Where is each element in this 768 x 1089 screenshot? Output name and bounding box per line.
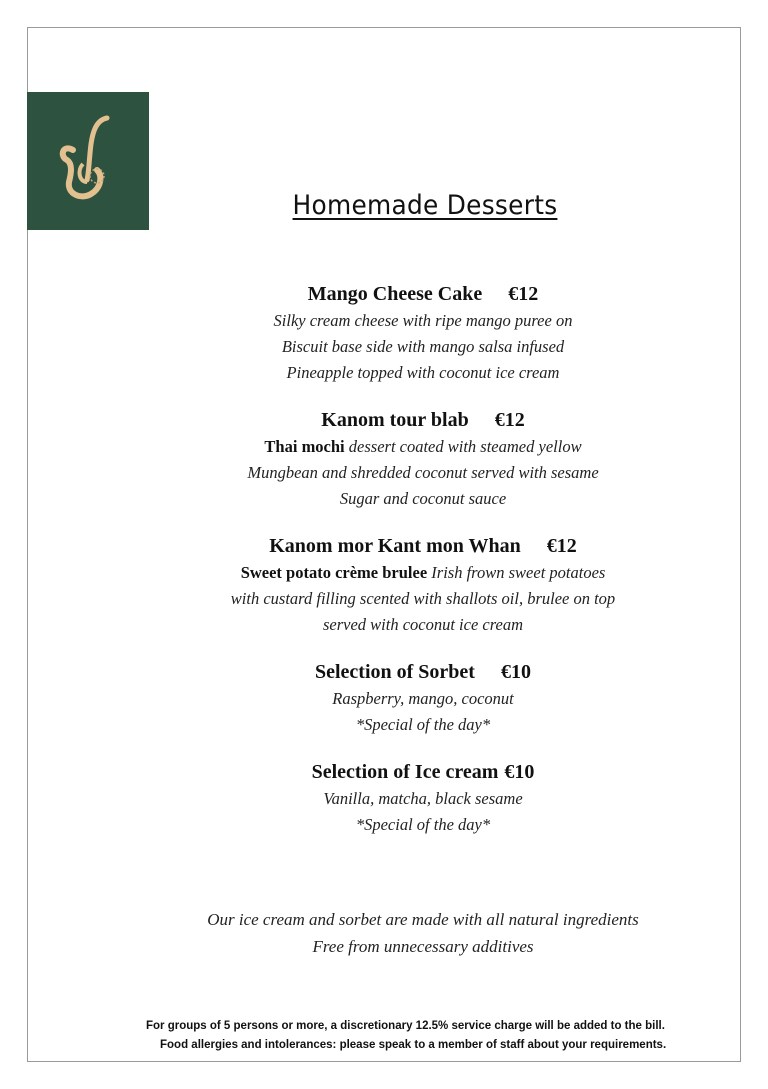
menu-item-ice-cream [100, 758, 746, 838]
item-name: Kanom tour blab [321, 409, 469, 431]
item-name: Selection of Ice cream [311, 761, 499, 783]
menu-item-kanom-tour-blab [100, 406, 746, 512]
item-price: €10 [500, 661, 531, 683]
item-description-line: served with coconut ice cream [322, 615, 524, 634]
item-description-line: Biscuit base side with mango salsa infused [281, 337, 565, 356]
menu-item-mango-cheese-cake [100, 280, 746, 386]
item-bold-lead: Sweet potato crème brulee [240, 563, 428, 582]
item-name: Selection of Sorbet [315, 661, 475, 683]
note-line: Free from unnecessary additives [312, 937, 534, 956]
item-name: Mango Cheese Cake [307, 283, 483, 305]
item-price: €12 [508, 283, 539, 305]
item-description-line: *Special of the day* [355, 815, 491, 834]
item-description-line: Silky cream cheese with ripe mango puree on [273, 311, 573, 330]
swan-logo-icon [51, 114, 123, 206]
service-charge-text: For groups of 5 persons or more, a discretionary 12.5% service charge will be added to the bill. [146, 1020, 665, 1032]
item-description-line: dessert coated with steamed yellow [344, 437, 582, 456]
item-name: Kanom mor Kant mon Whan [269, 535, 521, 557]
footer-disclaimer [130, 1017, 670, 1055]
item-description-line: Mungbean and shredded coconut served with sesame [247, 463, 599, 482]
item-description-line: *Special of the day* [355, 715, 491, 734]
item-description-line: Irish frown sweet potatoes [427, 563, 606, 582]
menu-item-sorbet [100, 658, 746, 738]
item-description-line: Pineapple topped with coconut ice cream [286, 363, 560, 382]
restaurant-logo [27, 92, 149, 230]
note-line: Our ice cream and sorbet are made with all natural ingredients [207, 910, 639, 929]
item-bold-lead: Thai mochi [264, 437, 345, 456]
item-price: €12 [494, 409, 525, 431]
item-price: €12 [546, 535, 577, 557]
item-description-line: Raspberry, mango, coconut [332, 689, 514, 708]
menu-item-kanom-mor-kant-mon-whan [100, 532, 746, 638]
ingredients-note [100, 906, 746, 960]
page-title: Homemade Desserts [292, 190, 558, 221]
dessert-menu [100, 280, 746, 858]
item-description-line: Vanilla, matcha, black sesame [323, 789, 523, 808]
item-price: €10 [504, 761, 535, 783]
item-description-line: Sugar and coconut sauce [339, 489, 507, 508]
item-description-line: with custard filling scented with shallots oil, brulee on top [230, 589, 616, 608]
allergy-text: Food allergies and intolerances: please speak to a member of staff about your requirements. [160, 1039, 667, 1051]
